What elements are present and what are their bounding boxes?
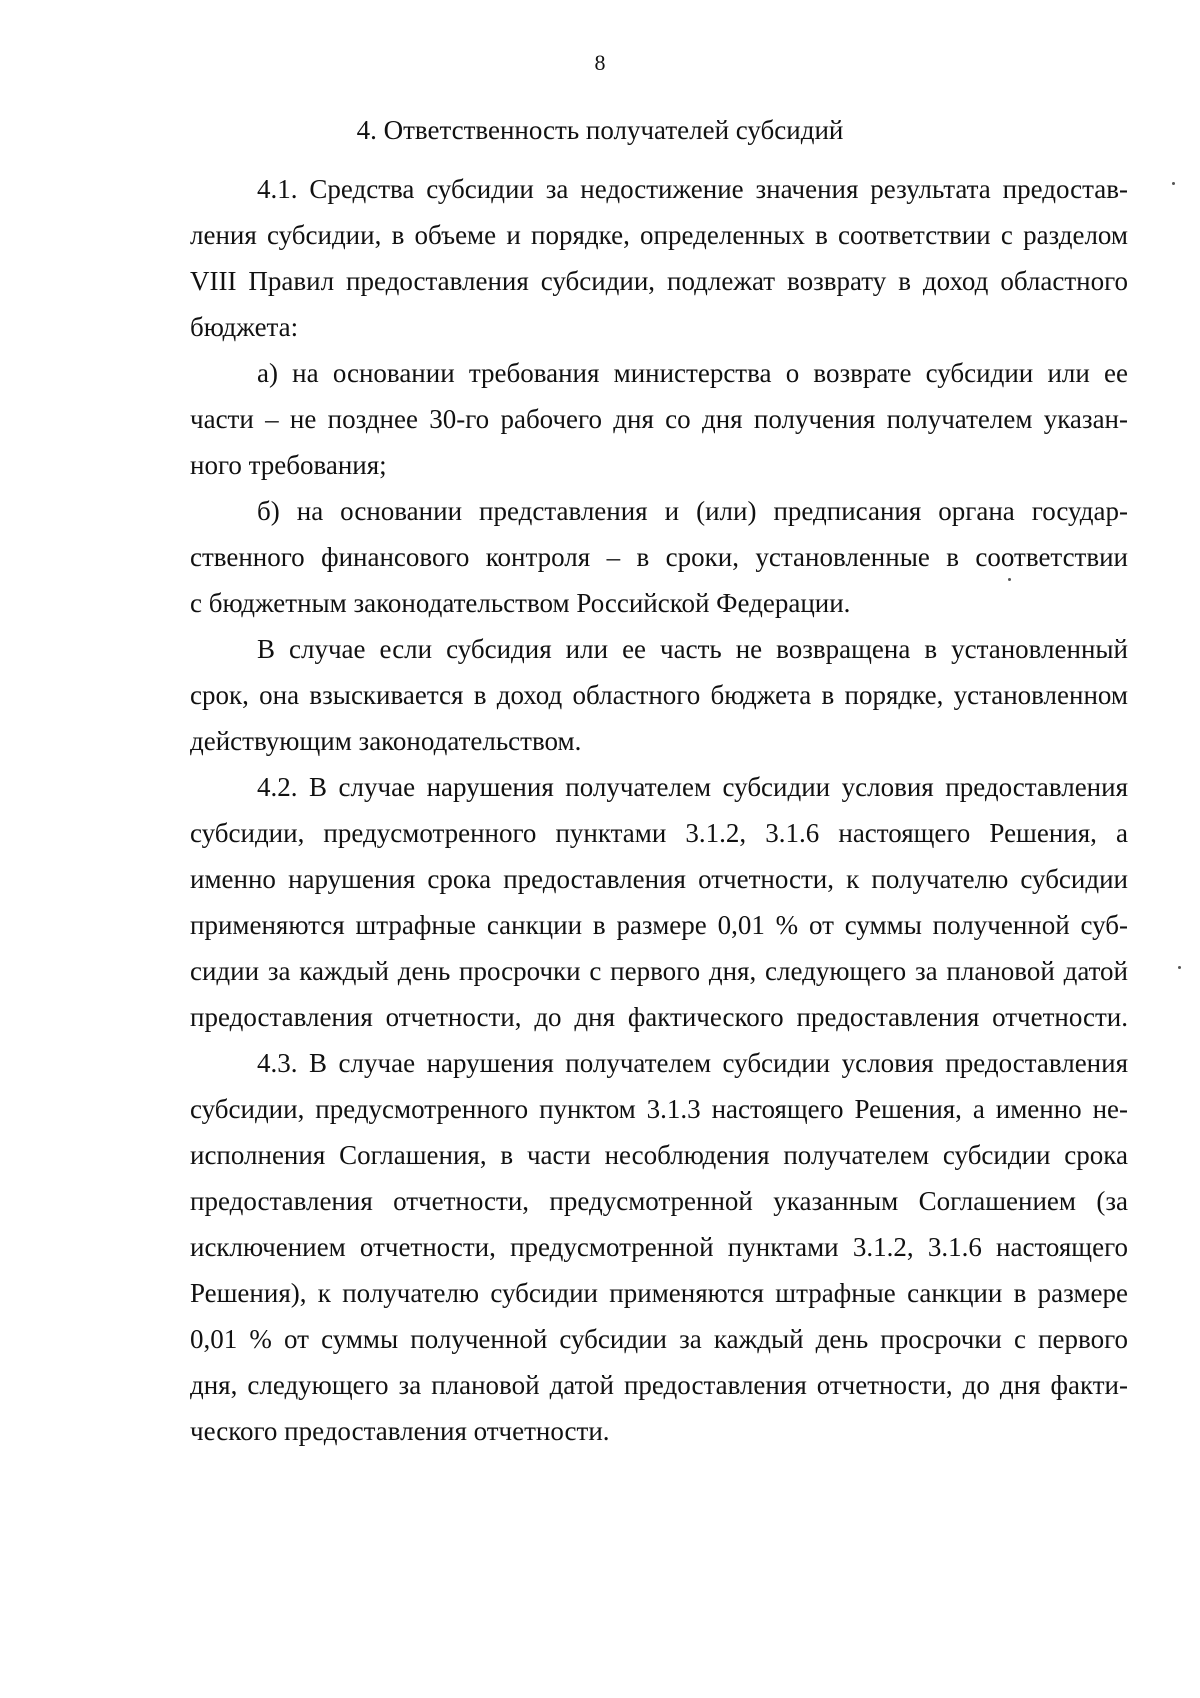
paragraph-4-2-line-4: применяются штрафные санкции в размере 0,01 % от суммы полученной суб- (190, 910, 1128, 940)
page-number: 8 (594, 50, 606, 75)
paragraph-4-1-line-4: бюджета: (190, 312, 299, 342)
paragraph-4-1-b-line-1: б) на основании представления и (или) предписания органа государ- (257, 496, 1128, 526)
paragraph-return-line-3: действующим законодательством. (190, 726, 582, 756)
paragraph-4-3-line-6: Решения), к получателю субсидии применяются штрафные санкции в размере (190, 1278, 1128, 1308)
paragraph-4-3-line-2: субсидии, предусмотренного пунктом 3.1.3 настоящего Решения, а именно не- (190, 1094, 1128, 1124)
paragraph-4-1-b-line-2: ственного финансового контроля – в сроки, установленные в соответствии (190, 542, 1128, 572)
paragraph-4-3-line-8: дня, следующего за плановой датой предоставления отчетности, до дня факти- (190, 1370, 1128, 1400)
paragraph-return-line-1: В случае если субсидия или ее часть не возвращена в установленный (257, 634, 1128, 664)
paragraph-4-2-line-1: 4.2. В случае нарушения получателем субсидии условия предоставления (257, 772, 1128, 802)
section-title: 4. Ответственность получателей субсидий (356, 115, 844, 145)
paragraph-4-2-line-3: именно нарушения срока предоставления отчетности, к получателю субсидии (190, 864, 1128, 894)
paragraph-4-2-line-5: сидии за каждый день просрочки с первого дня, следующего за плановой датой (190, 956, 1128, 986)
paragraph-4-3-line-3: исполнения Соглашения, в части несоблюдения получателем субсидии срока (190, 1140, 1128, 1170)
paragraph-4-1-line-3: VIII Правил предоставления субсидии, подлежат возврату в доход областного (190, 266, 1128, 296)
paragraph-4-3-line-1: 4.3. В случае нарушения получателем субсидии условия предоставления (257, 1048, 1128, 1078)
scan-speck (1008, 578, 1011, 581)
paragraph-4-1-a-line-1: а) на основании требования министерства о возврате субсидии или ее (257, 358, 1128, 388)
paragraph-4-2-line-6: предоставления отчетности, до дня фактического предоставления отчетности. (190, 1002, 1128, 1032)
paragraph-4-1-line-1: 4.1. Средства субсидии за недостижение значения результата предостав- (257, 174, 1128, 204)
paragraph-4-2-line-2: субсидии, предусмотренного пунктами 3.1.2, 3.1.6 настоящего Решения, а (190, 818, 1128, 848)
paragraph-4-3-line-4: предоставления отчетности, предусмотренной указанным Соглашением (за (190, 1186, 1128, 1216)
paragraph-4-3-line-5: исключением отчетности, предусмотренной пунктами 3.1.2, 3.1.6 настоящего (190, 1232, 1128, 1262)
paragraph-4-1-a-line-2: части – не позднее 30-го рабочего дня со дня получения получателем указан- (190, 404, 1128, 434)
scan-speck (1172, 182, 1175, 185)
paragraph-4-1-a-line-3: ного требования; (190, 450, 387, 480)
paragraph-4-1-b-line-3: с бюджетным законодательством Российской Федерации. (190, 588, 851, 618)
paragraph-4-3-line-7: 0,01 % от суммы полученной субсидии за каждый день просрочки с первого (190, 1324, 1128, 1354)
paragraph-return-line-2: срок, она взыскивается в доход областного бюджета в порядке, установленном (190, 680, 1128, 710)
paragraph-4-3-line-9: ческого предоставления отчетности. (190, 1416, 610, 1446)
paragraph-4-1-line-2: ления субсидии, в объеме и порядке, определенных в соответствии с разделом (190, 220, 1128, 250)
scan-speck (1178, 966, 1181, 969)
